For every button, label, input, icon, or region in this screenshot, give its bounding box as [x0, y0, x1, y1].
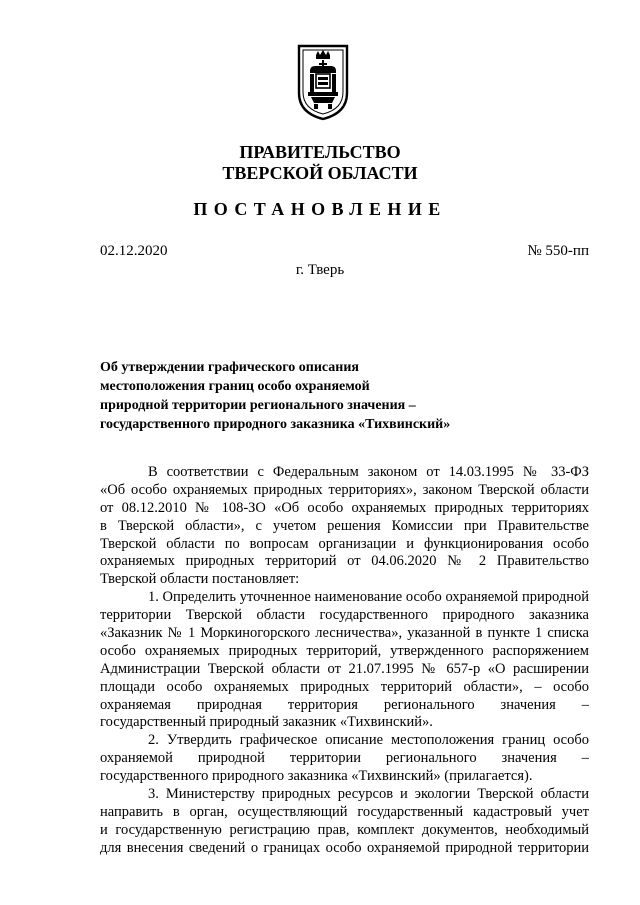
subject-line: местоположения границ особо охраняемой	[100, 379, 370, 394]
body-line: государственного природного заказника «Тихвинский» (прилагается).	[100, 768, 533, 785]
body-line: охраняемая природная территория регионального значения –	[100, 696, 589, 713]
subject-line: государственного природного заказника «Тихвинский»	[100, 417, 451, 432]
body-line: в Тверской области», с учетом решения Комиссии при Правительстве	[100, 517, 589, 534]
body-line: охраняемых природных территорий от 04.06.2020 № 2 Правительство	[100, 553, 589, 570]
body-line: особо охраняемых природных территорий, утвержденного распоряжением	[100, 642, 589, 659]
body-line: площади особо охраняемых природных территорий области», – особо	[100, 678, 589, 695]
body-line: 2. Утвердить графическое описание местоположения границ особо	[148, 732, 589, 749]
body-line: Тверской области постановляет:	[100, 571, 300, 588]
org-name-line-1: ПРАВИТЕЛЬСТВО	[239, 142, 401, 162]
body-line: Тверской области по вопросам организации и функционирования особо	[100, 535, 589, 552]
body-line: государственный природный заказник «Тихвинский».	[100, 714, 433, 731]
body-line: 3. Министерству природных ресурсов и экологии Тверской области	[148, 786, 589, 803]
body-line: направить в орган, осуществляющий государственный кадастровый учет	[100, 803, 589, 820]
body-line: и государственную регистрацию прав, комплект документов, необходимый	[100, 821, 589, 838]
body-line: «Об особо охраняемых природных территориях», законом Тверской области	[100, 481, 589, 498]
document-number: № 550-пп	[527, 243, 589, 259]
subject-line: природной территории регионального значения –	[100, 398, 416, 413]
org-name-line-2: ТВЕРСКОЙ ОБЛАСТИ	[222, 163, 418, 183]
body-line: В соответствии с Федеральным законом от 14.03.1995 № 33-ФЗ	[148, 464, 589, 480]
document-type-title: ПОСТАНОВЛЕНИЕ	[193, 199, 447, 219]
document-subject	[100, 358, 450, 434]
document-date: 02.12.2020	[100, 243, 168, 259]
body-line: территории Тверской области государственного природного заказника	[100, 607, 589, 624]
document-body	[100, 464, 589, 858]
body-line: «Заказник № 1 Моркиногорского лесничества», указанной в пункте 1 списка	[100, 625, 589, 642]
tver-coat-of-arms-icon	[296, 43, 350, 121]
document-city: г. Тверь	[295, 262, 345, 278]
body-line: от 08.12.2010 № 108-ЗО «Об особо охраняемых природных территориях	[100, 499, 589, 516]
body-line: для внесения сведений о границах особо охраняемой природной территории	[100, 839, 589, 856]
body-line: 1. Определить уточненное наименование особо охраняемой природной	[148, 589, 589, 606]
body-line: Администрации Тверской области от 21.07.1995 № 657-р «О расширении	[100, 660, 589, 677]
subject-line: Об утверждении графического описания	[100, 360, 359, 375]
body-line: охраняемой природной территории регионального значения –	[100, 750, 589, 767]
